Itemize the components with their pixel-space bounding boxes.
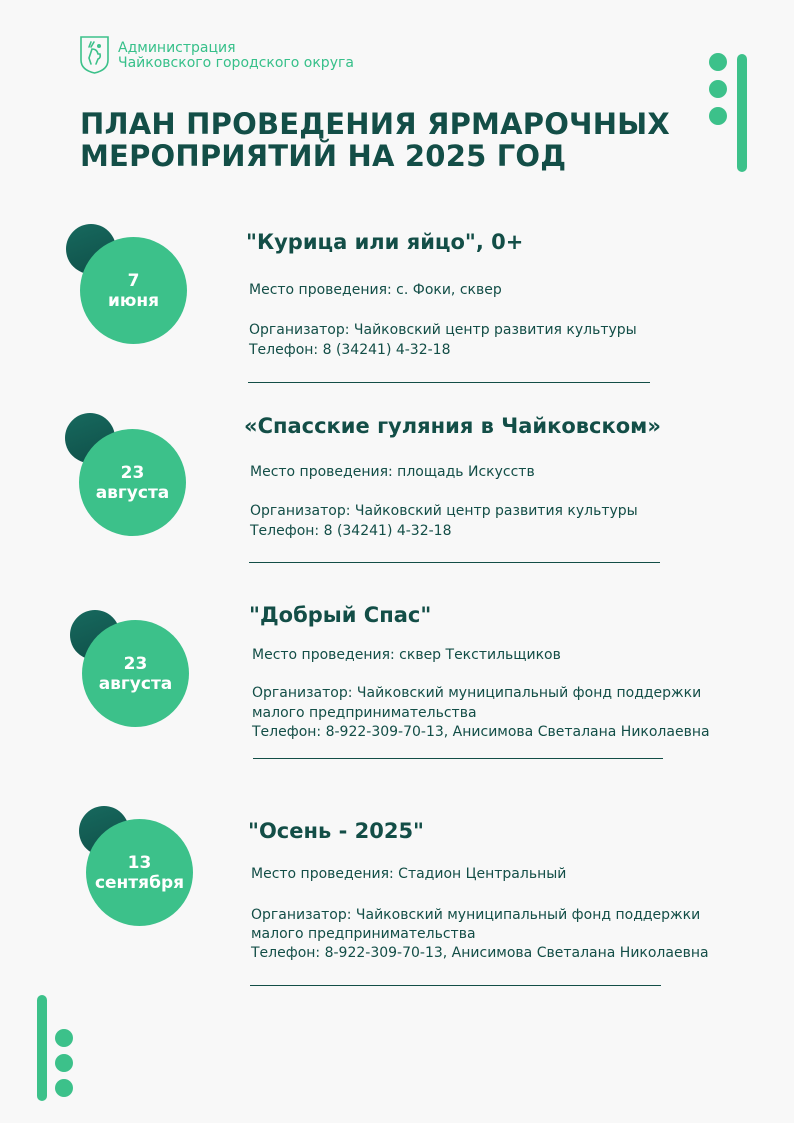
decor-dot xyxy=(709,53,727,71)
date-month: сентября xyxy=(94,872,185,893)
event-organizer-cont: малого предпринимательства xyxy=(251,926,476,942)
date-day: 23 xyxy=(120,462,145,483)
event-organizer: Организатор: Чайковский центр развития культуры xyxy=(249,322,637,338)
organization-name xyxy=(118,41,354,71)
coat-of-arms-logo xyxy=(80,36,109,74)
date-month: июня xyxy=(107,290,160,311)
event-title: "Курица или яйцо", 0+ xyxy=(246,230,524,254)
event-organizer: Организатор: Чайковский муниципальный фонд поддержки xyxy=(252,685,702,701)
date-badge xyxy=(80,237,187,344)
decor-bar xyxy=(37,995,47,1101)
event-title: "Осень - 2025" xyxy=(248,819,424,843)
decor-dot xyxy=(55,1054,73,1072)
event-title: "Добрый Спас" xyxy=(249,603,432,627)
event-place: Место проведения: Стадион Центральный xyxy=(251,866,567,882)
date-day: 13 xyxy=(127,852,152,873)
title-line-1: ПЛАН ПРОВЕДЕНИЯ ЯРМАРОЧНЫХ xyxy=(80,107,670,141)
date-month: августа xyxy=(95,482,170,503)
org-line-1: Администрация xyxy=(118,40,236,56)
date-badge xyxy=(82,620,189,727)
date-day: 23 xyxy=(123,653,148,674)
divider xyxy=(250,985,661,986)
event-title: «Спасские гуляния в Чайковском» xyxy=(244,414,661,438)
event-phone: Телефон: 8-922-309-70-13, Анисимова Светалана Николаевна xyxy=(252,724,710,740)
event-place: Место проведения: сквер Текстильщиков xyxy=(252,647,561,663)
date-month: августа xyxy=(98,673,173,694)
date-day: 7 xyxy=(127,270,140,291)
divider xyxy=(249,562,660,563)
org-line-2: Чайковского городского округа xyxy=(118,55,354,71)
deer-emblem-icon xyxy=(80,36,109,74)
event-phone: Телефон: 8 (34241) 4-32-18 xyxy=(250,523,452,539)
event-organizer: Организатор: Чайковский муниципальный фонд поддержки xyxy=(251,907,701,923)
decor-bar xyxy=(737,54,747,172)
event-phone: Телефон: 8-922-309-70-13, Анисимова Светалана Николаевна xyxy=(251,945,709,961)
event-place: Место проведения: с. Фоки, сквер xyxy=(249,282,502,298)
event-place: Место проведения: площадь Искусств xyxy=(250,464,535,480)
divider xyxy=(248,382,650,383)
decor-dot xyxy=(55,1079,73,1097)
date-badge xyxy=(79,429,186,536)
title-line-2: МЕРОПРИЯТИЙ НА 2025 ГОД xyxy=(80,139,567,173)
event-organizer: Организатор: Чайковский центр развития культуры xyxy=(250,503,638,519)
event-organizer-cont: малого предпринимательства xyxy=(252,705,477,721)
decor-dot xyxy=(709,80,727,98)
divider xyxy=(253,758,663,759)
decor-dot xyxy=(709,107,727,125)
date-badge xyxy=(86,819,193,926)
decor-dot xyxy=(55,1029,73,1047)
event-phone: Телефон: 8 (34241) 4-32-18 xyxy=(249,342,451,358)
page-title xyxy=(80,108,720,172)
